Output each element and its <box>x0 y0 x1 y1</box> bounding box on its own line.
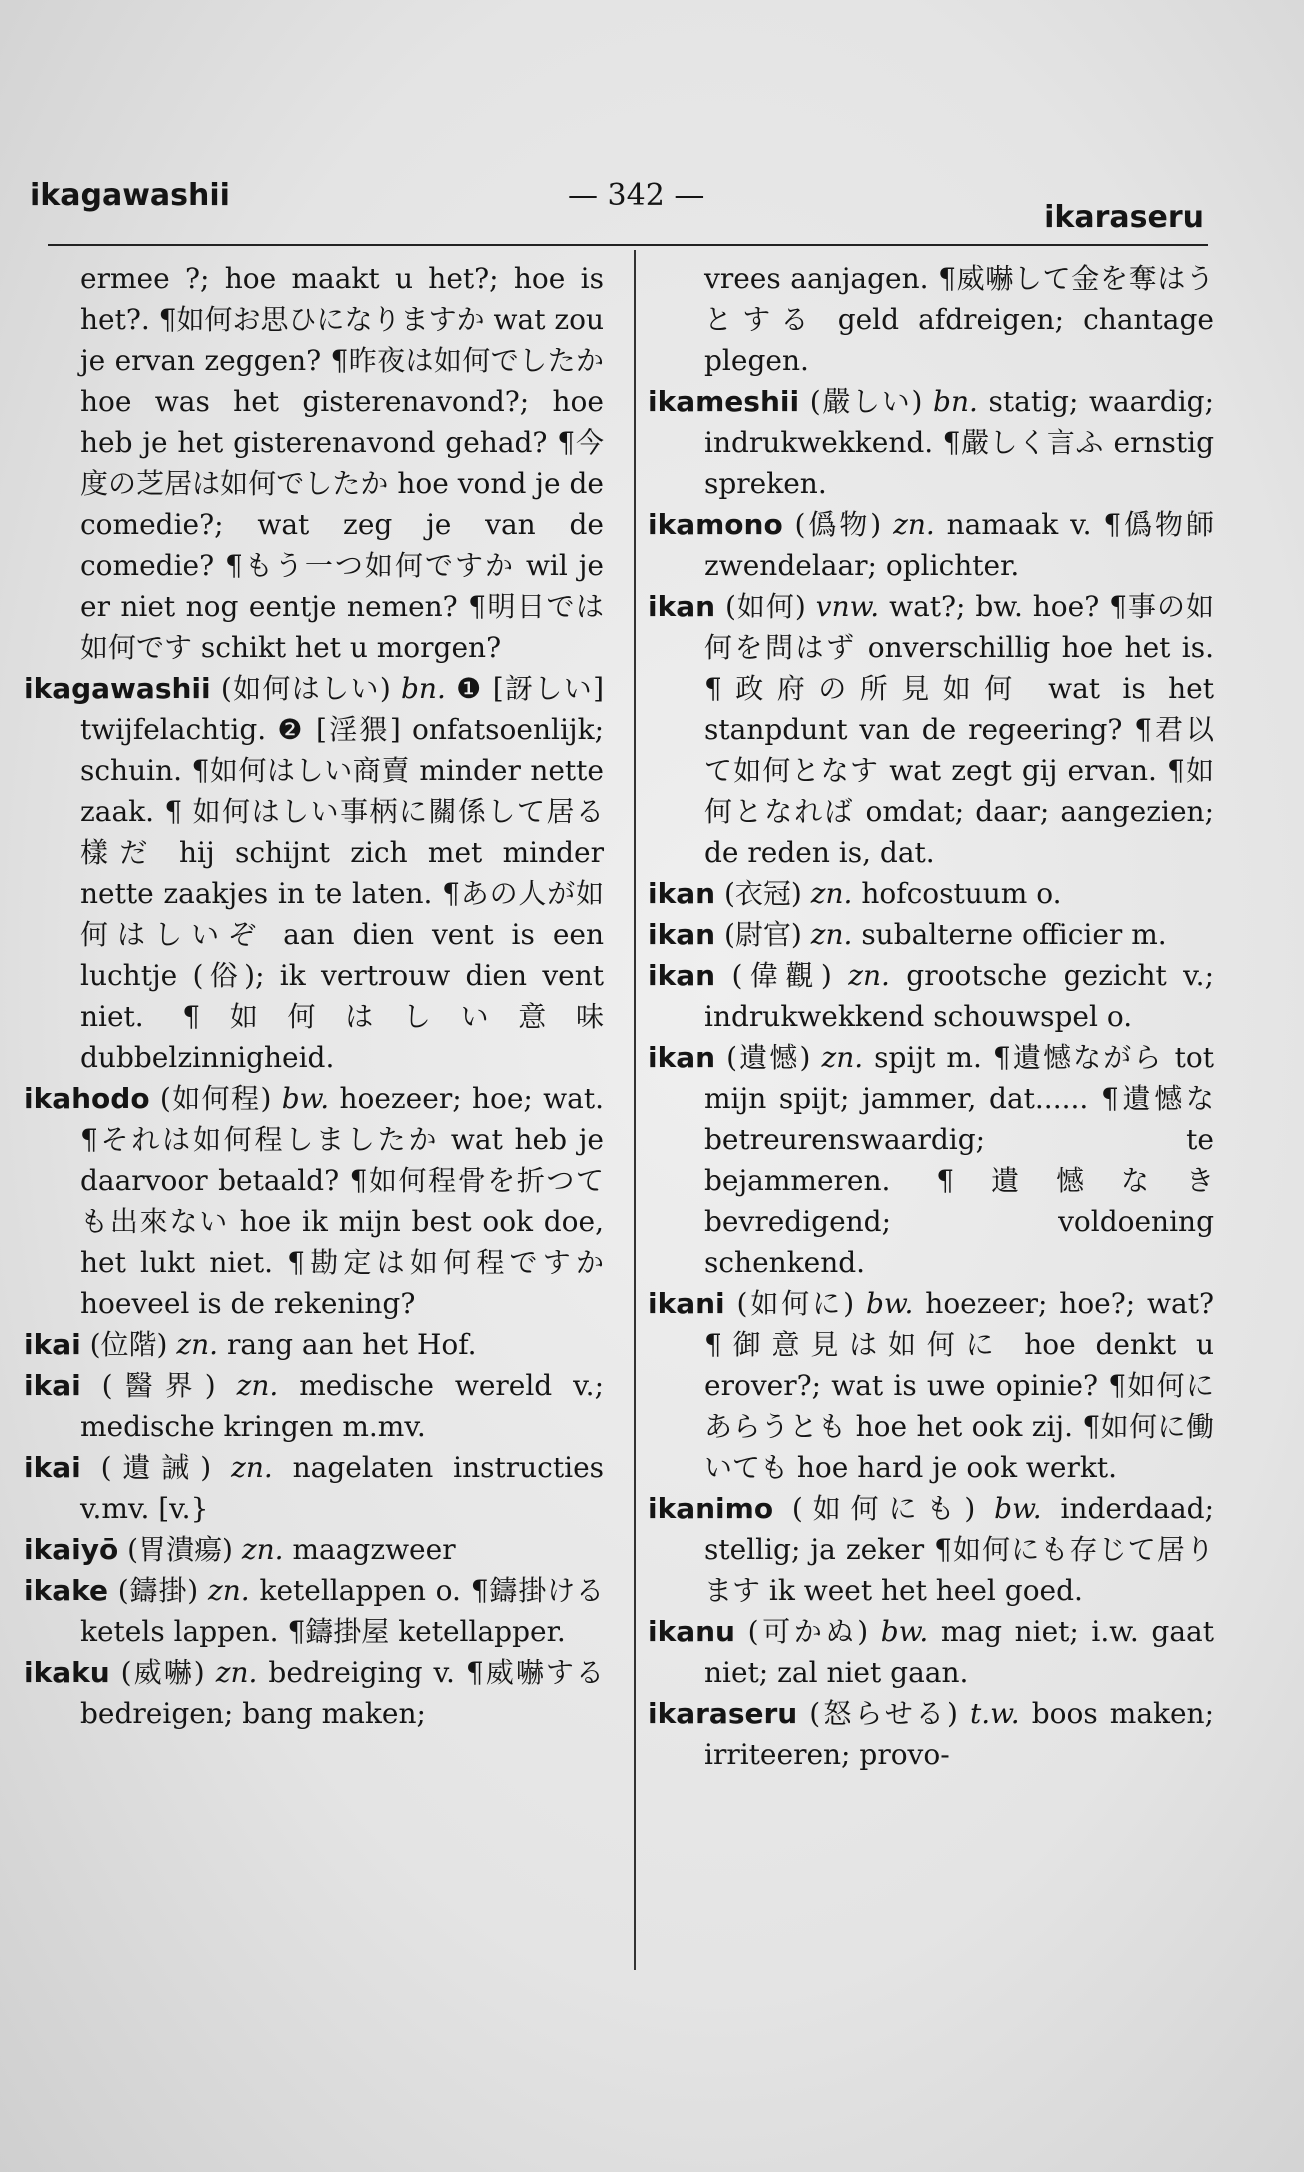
entry-definition: bedreiging v. ¶威嚇する bedreigen; bang maken; <box>80 1656 605 1730</box>
entry-definition: vrees aanjagen. ¶威嚇して金を奪はうとする geld afdreigen; chantage plegen. <box>704 262 1214 377</box>
column-divider <box>634 250 636 1970</box>
entry-headword: ikaiyō <box>24 1533 119 1566</box>
right-column <box>648 258 1214 1775</box>
entry-definition: ketellappen o. ¶鑄掛ける ketels lappen. ¶鑄掛屋 ketellapper. <box>80 1574 605 1648</box>
entry-kanji: (嚴しい) <box>809 385 923 418</box>
dictionary-entry <box>648 1283 1214 1488</box>
entry-part-of-speech: bw. <box>281 1082 330 1115</box>
entry-definition: boos maken; irriteeren; provo- <box>704 1697 1215 1771</box>
entry-definition: rang aan het Hof. <box>226 1328 477 1361</box>
entry-part-of-speech: zn. <box>821 1041 864 1074</box>
dictionary-entry <box>648 586 1214 873</box>
entry-headword: ikamono <box>648 508 783 541</box>
entry-part-of-speech: zn. <box>241 1533 284 1566</box>
dictionary-entry <box>648 914 1214 955</box>
entry-definition: nagelaten instructies v.mv. [v.} <box>80 1451 605 1525</box>
dictionary-entry <box>648 1611 1214 1693</box>
dictionary-entry <box>24 668 604 1078</box>
dictionary-entry <box>648 1488 1214 1611</box>
entry-headword: ikan <box>648 1041 716 1074</box>
entry-part-of-speech: zn. <box>176 1328 219 1361</box>
dictionary-entry <box>648 381 1214 504</box>
dictionary-entry <box>648 1693 1214 1775</box>
entry-headword: ikake <box>24 1574 108 1607</box>
entry-kanji: (衣冠) <box>723 877 802 910</box>
dictionary-entry <box>648 955 1214 1037</box>
entry-headword: ikani <box>648 1287 725 1320</box>
entry-definition: subalterne officier m. <box>861 918 1167 951</box>
entry-part-of-speech: zn. <box>810 877 853 910</box>
entry-headword: ikahodo <box>24 1082 150 1115</box>
dictionary-entry <box>24 1652 604 1734</box>
entry-definition: grootsche gezicht v.; indrukwekkend schouwspel o. <box>704 959 1215 1033</box>
entry-headword: ikai <box>24 1369 81 1402</box>
entry-headword: ikai <box>24 1451 81 1484</box>
dictionary-entry <box>648 504 1214 586</box>
entry-definition: mag niet; i.w. gaat niet; zal niet gaan. <box>704 1615 1214 1689</box>
dictionary-entry <box>24 1529 604 1570</box>
entry-kanji: (位階) <box>89 1328 168 1361</box>
left-column <box>24 258 604 1734</box>
entry-definition: statig; waardig; indrukwekkend. ¶嚴しく言ふ ernstig spreken. <box>704 385 1214 500</box>
entry-kanji: (如何) <box>724 590 806 623</box>
entry-kanji: (如何にも) <box>791 1492 976 1525</box>
dictionary-entry <box>24 1324 604 1365</box>
entry-headword: ikameshii <box>648 385 800 418</box>
dictionary-entry <box>24 1447 604 1529</box>
entry-definition: hofcostuum o. <box>861 877 1062 910</box>
entry-kanji: (如何に) <box>736 1287 855 1320</box>
dictionary-entry <box>24 1078 604 1324</box>
entry-part-of-speech: zn. <box>231 1451 273 1484</box>
entry-kanji: (僞物) <box>794 508 882 541</box>
entry-definition: ermee ?; hoe maakt u het?; hoe is het?. ¶如何お思ひになりますか wat zou je ervan zeggen? ¶昨夜は如何でしたか hoe was het gisterenavond?; hoe heb je het gisterenavond gehad? ¶今度の芝居は如何でしたか hoe vond je de comedie?; wat zeg je van de comedie? ¶もう一つ如何ですか wil je er niet nog eentje nemen? ¶明日では如何です schikt het u morgen? <box>80 262 604 664</box>
entry-kanji: (鑄掛) <box>117 1574 199 1607</box>
entry-headword: ikaku <box>24 1656 110 1689</box>
entry-kanji: (怒らせる) <box>809 1697 958 1730</box>
entry-headword: ikai <box>24 1328 81 1361</box>
entry-part-of-speech: vnw. <box>815 590 880 623</box>
entry-definition: namaak v. ¶僞物師 zwendelaar; oplichter. <box>704 508 1214 582</box>
entry-kanji: (遺憾) <box>726 1041 811 1074</box>
entry-kanji: (醫界) <box>101 1369 216 1402</box>
entry-part-of-speech: bw. <box>994 1492 1042 1525</box>
entry-part-of-speech: bn. <box>401 672 446 705</box>
entry-kanji: (如何はしい) <box>220 672 391 705</box>
entry-headword: ikagawashii <box>24 672 211 705</box>
entry-part-of-speech: t.w. <box>969 1697 1020 1730</box>
page-number: — 342 — <box>568 178 705 213</box>
entry-definition: medische wereld v.; medische kringen m.mv. <box>80 1369 604 1443</box>
entry-headword: ikan <box>648 590 716 623</box>
entry-part-of-speech: zn. <box>848 959 890 992</box>
entry-part-of-speech: zn. <box>893 508 935 541</box>
entry-part-of-speech: zn. <box>215 1656 258 1689</box>
running-head-left: ikagawashii <box>30 178 230 213</box>
dictionary-entry <box>648 258 1214 381</box>
entry-part-of-speech: zn. <box>810 918 853 951</box>
dictionary-entry <box>648 1037 1214 1283</box>
entry-headword: ikan <box>648 877 716 910</box>
dictionary-entry <box>24 258 604 668</box>
entry-headword: ikaraseru <box>648 1697 798 1730</box>
entry-part-of-speech: zn. <box>208 1574 250 1607</box>
entry-part-of-speech: bw. <box>880 1615 929 1648</box>
entry-definition: inderdaad; stellig; ja zeker ¶如何にも存じて居ります ik weet het heel goed. <box>704 1492 1215 1607</box>
entry-headword: ikanu <box>648 1615 735 1648</box>
entry-kanji: (如何程) <box>159 1082 272 1115</box>
entry-headword: ikan <box>648 959 716 992</box>
running-head-right: ikaraseru <box>1044 200 1204 235</box>
entry-headword: ikanimo <box>648 1492 774 1525</box>
dictionary-entry <box>648 873 1214 914</box>
entry-part-of-speech: bw. <box>865 1287 914 1320</box>
entry-headword: ikan <box>648 918 716 951</box>
entry-definition: ❶ [訝しい] twijfelachtig. ❷ [淫猥] onfatsoenlijk; schuin. ¶如何はしい商賣 minder nette zaak. ¶ 如何はしい事柄に關係して居る樣だ hij schijnt zich met minder nette zaakjes in te laten. ¶あの人が如何はしいぞ aan dien vent is een luchtje (俗); ik vertrouw dien vent niet. ¶如何はしい意味 dubbelzinnigheid. <box>80 672 604 1074</box>
header-rule <box>48 244 1208 246</box>
entry-kanji: (胃潰瘍) <box>127 1533 233 1566</box>
entry-definition: wat?; bw. hoe? ¶事の如何を問はず onverschillig hoe het is. ¶政府の所見如何 wat is het stanpdunt van de regeering? ¶君以て如何となす wat zegt gij ervan. ¶如何となれば omdat; daar; aangezien; de reden is, dat. <box>704 590 1214 869</box>
entry-kanji: (威嚇) <box>120 1656 205 1689</box>
entry-definition: spijt m. ¶遺憾ながら tot mijn spijt; jammer, dat...... ¶遺憾な betreurenswaardig; te bejammeren. ¶遺憾なき bevredigend; voldoening schenkend. <box>704 1041 1214 1279</box>
dictionary-entry <box>24 1570 604 1652</box>
entry-kanji: (遺誡) <box>100 1451 212 1484</box>
entry-part-of-speech: bn. <box>933 385 978 418</box>
entry-kanji: (偉觀) <box>731 959 832 992</box>
entry-definition: hoezeer; hoe?; wat? ¶御意見は如何に hoe denkt u erover?; wat is uwe opinie? ¶如何にあらうとも hoe het ook zij. ¶如何に働いても hoe hard je ook werkt. <box>704 1287 1214 1484</box>
entry-definition: hoezeer; hoe; wat. ¶それは如何程しましたか wat heb je daarvoor betaald? ¶如何程骨を折つても出來ない hoe ik mijn best ook doe, het lukt niet. ¶勘定は如何程ですか hoeveel is de rekening? <box>80 1082 604 1320</box>
entry-kanji: (尉官) <box>723 918 802 951</box>
entry-kanji: (可かぬ) <box>747 1615 869 1648</box>
entry-part-of-speech: zn. <box>236 1369 279 1402</box>
dictionary-entry <box>24 1365 604 1447</box>
entry-definition: maagzweer <box>292 1533 456 1566</box>
